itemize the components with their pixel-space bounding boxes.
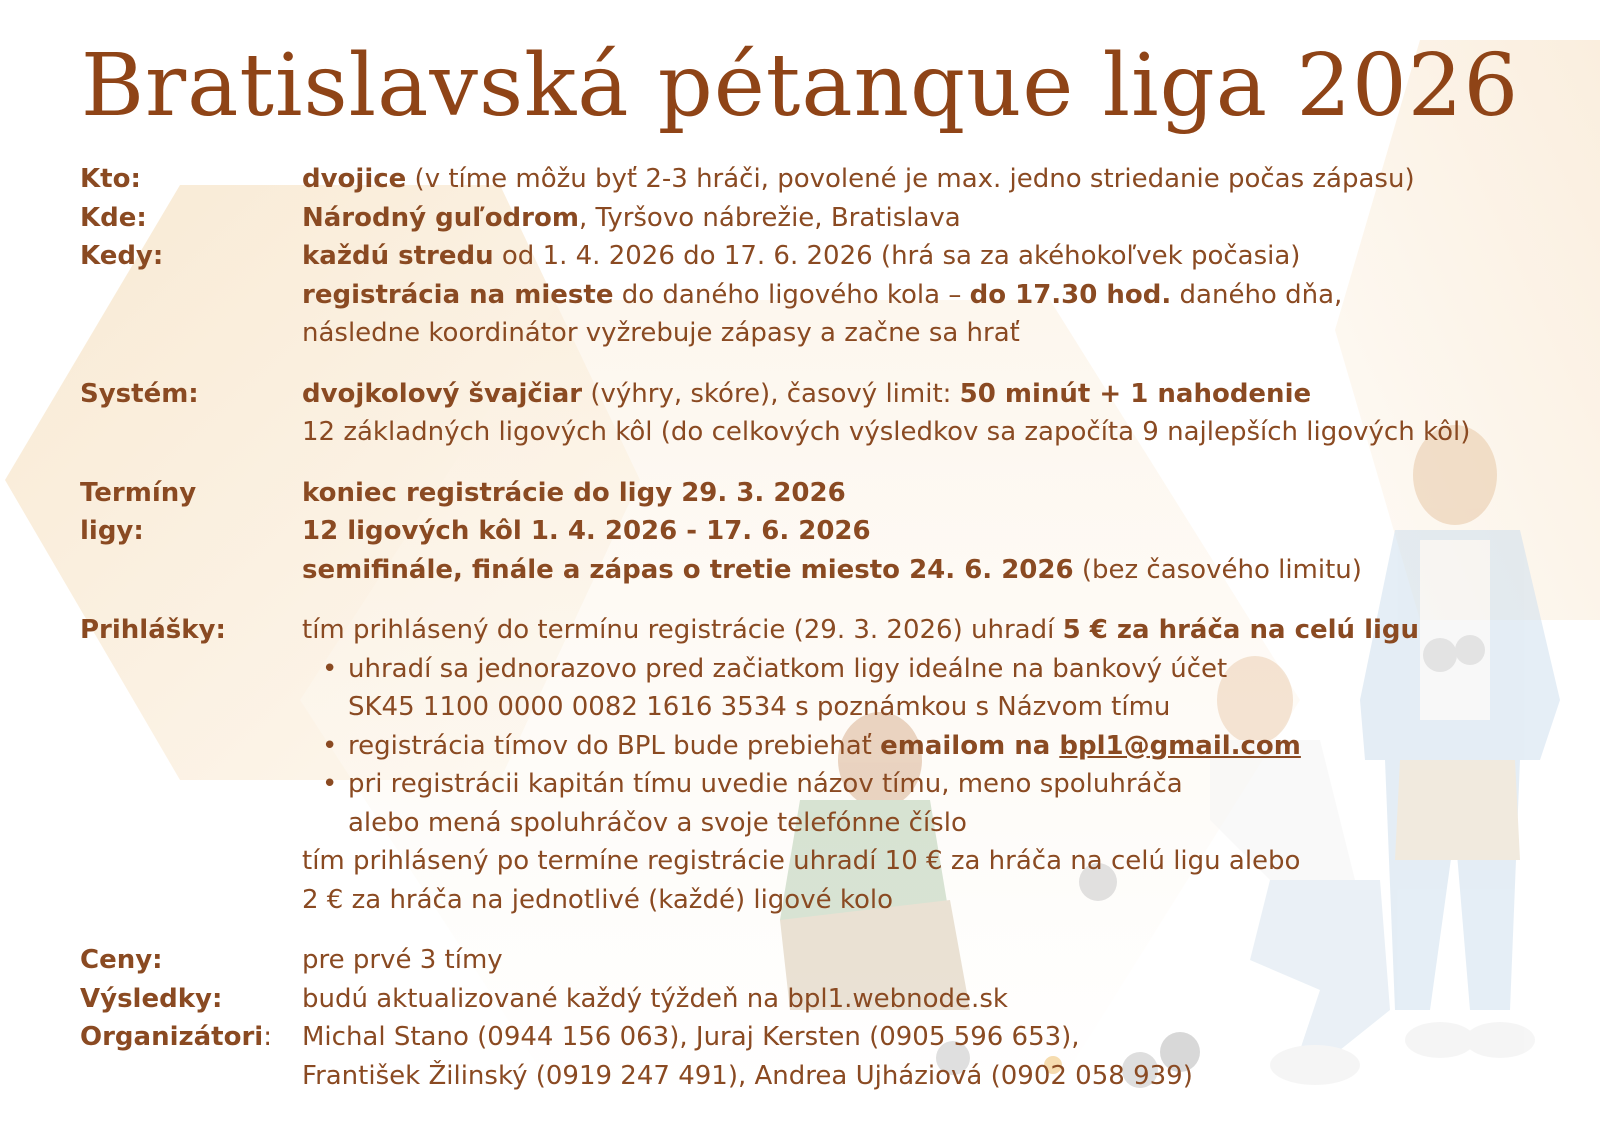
kedy-line2-mid: do daného ligového kola – bbox=[613, 279, 970, 310]
league-info bbox=[80, 160, 1560, 1095]
kedy-line2-bold1: registrácia na mieste bbox=[302, 279, 614, 310]
vysledky-label: Výsledky: bbox=[80, 983, 223, 1014]
section-kedy bbox=[80, 237, 1560, 353]
kto-bold: dvojice bbox=[302, 164, 407, 194]
prihlasky-line1-text: tím prihlásený do termínu registrácie (29. 3. 2026) uhradí bbox=[302, 615, 1063, 645]
section-organizatori bbox=[80, 1018, 1560, 1095]
system-line1-bold2: 50 minút + 1 nahodenie bbox=[959, 378, 1312, 409]
section-system bbox=[80, 375, 1560, 452]
bullet1-continuation: SK45 1100 0000 0082 1616 3534 s poznámkou s Názvom tímu bbox=[348, 692, 1171, 722]
section-ceny bbox=[80, 941, 1560, 980]
section-prihlasky bbox=[80, 611, 1560, 919]
section-vysledky bbox=[80, 980, 1560, 1019]
kto-label: Kto: bbox=[80, 164, 141, 194]
kde-rest: , Tyršovo nábrežie, Bratislava bbox=[578, 202, 961, 233]
kedy-label: Kedy: bbox=[80, 241, 164, 271]
system-line2: 12 základných ligových kôl (do celkových výsledkov sa započíta 9 najlepších ligových kôl) bbox=[302, 417, 1471, 447]
system-label: Systém: bbox=[80, 378, 199, 409]
kedy-line2-bold2: do 17.30 hod. bbox=[969, 279, 1172, 310]
prihlasky-late-line2: 2 € za hráča na jednotlivé (každé) ligové kolo bbox=[302, 884, 894, 915]
organizatori-line1: Michal Stano (0944 156 063), Juraj Kersten (0905 596 653), bbox=[302, 1022, 1080, 1052]
organizatori-label: Organizátori bbox=[80, 1022, 264, 1052]
ceny-value: pre prvé 3 tímy bbox=[302, 945, 503, 975]
system-line1-bold1: dvojkolový švajčiar bbox=[302, 378, 583, 409]
kedy-line3: následne koordinátor vyžrebuje zápasy a začne sa hrať bbox=[302, 318, 1020, 348]
list-item: • pri registrácii kapitán tímu uvedie názov tímu, meno spoluhráča bbox=[322, 765, 1560, 804]
prihlasky-label: Prihlášky: bbox=[80, 615, 226, 645]
kedy-line2-rest: daného dňa, bbox=[1171, 279, 1343, 310]
kedy-line1-rest: od 1. 4. 2026 do 17. 6. 2026 (hrá sa za akéhokoľvek počasia) bbox=[493, 241, 1301, 271]
section-terminy bbox=[80, 474, 1560, 590]
kde-label: Kde: bbox=[80, 202, 147, 233]
terminy-label-1: Termíny bbox=[80, 477, 197, 508]
bullet3-continuation: alebo mená spoluhráčov a svoje telefónne číslo bbox=[348, 807, 967, 838]
system-line1-mid: (výhry, skóre), časový limit: bbox=[582, 378, 960, 409]
list-item: • registrácia tímov do BPL bude prebiehať emailom na bpl1@gmail.com bbox=[322, 727, 1560, 766]
page-title: Bratislavská pétanque liga 2026 bbox=[80, 36, 1520, 136]
section-kde bbox=[80, 199, 1560, 238]
prihlasky-line1-bold: 5 € za hráča na celú ligu bbox=[1062, 615, 1420, 645]
terminy-line2: 12 ligových kôl 1. 4. 2026 - 17. 6. 2026 bbox=[302, 516, 871, 546]
ceny-label: Ceny: bbox=[80, 945, 163, 975]
terminy-line3-rest: (bez časového limitu) bbox=[1073, 554, 1362, 585]
terminy-line3-bold: semifinále, finále a zápas o tretie miesto 24. 6. 2026 bbox=[302, 554, 1074, 585]
kedy-line1-bold: každú stredu bbox=[302, 241, 494, 271]
terminy-line1: koniec registrácie do ligy 29. 3. 2026 bbox=[302, 477, 846, 508]
organizatori-line2: František Žilinský (0919 247 491), Andrea Ujháziová (0902 058 939) bbox=[302, 1060, 1193, 1091]
kto-rest: (v tíme môžu byť 2-3 hráči, povolené je max. jedno striedanie počas zápasu) bbox=[406, 164, 1415, 194]
section-kto bbox=[80, 160, 1560, 199]
email-link[interactable]: bpl1@gmail.com bbox=[1059, 730, 1301, 761]
list-item: • uhradí sa jednorazovo pred začiatkom ligy ideálne na bankový účet bbox=[322, 650, 1560, 689]
prihlasky-bullet-list bbox=[302, 650, 1560, 843]
vysledky-value: budú aktualizované každý týždeň na bpl1.webnode.sk bbox=[302, 983, 1008, 1014]
terminy-label-2: ligy: bbox=[80, 516, 144, 546]
organizatori-colon: : bbox=[263, 1022, 272, 1052]
kde-bold: Národný guľodrom bbox=[302, 202, 579, 233]
prihlasky-late-line1: tím prihlásený po termíne registrácie uhradí 10 € za hráča na celú ligu alebo bbox=[302, 846, 1301, 876]
